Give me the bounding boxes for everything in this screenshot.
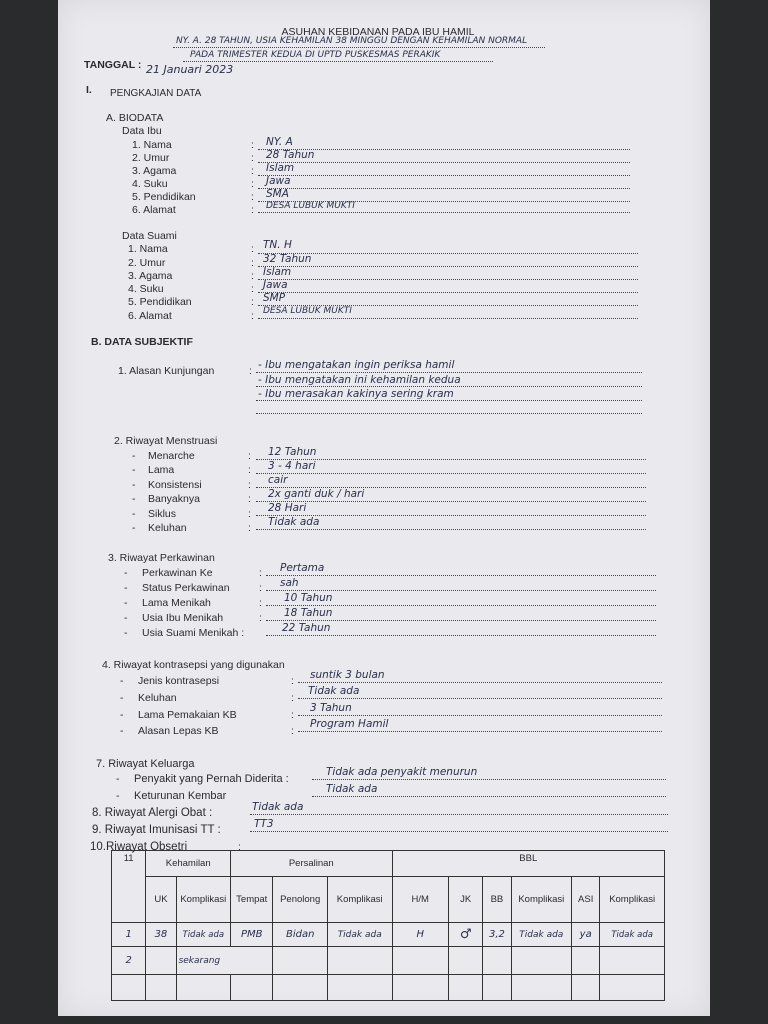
perkawinan-heading: 3. Riwayat Perkawinan (108, 552, 215, 564)
bullet: - (132, 522, 136, 534)
bullet: - (124, 582, 128, 594)
ibu-suku-value: Jawa (266, 175, 291, 187)
bullet: - (120, 725, 124, 737)
banyaknya-value: 2x ganti duk / hari (268, 488, 365, 500)
colon: : (259, 582, 262, 594)
doc-subtitle-1: NY. A. 28 TAHUN, USIA KEHAMILAN 38 MINGGU DENGAN KEHAMILAN NORMAL (176, 36, 528, 46)
header-komplikasi-persalinan: Komplikasi (327, 877, 392, 923)
table-cell (511, 947, 572, 975)
fill-line (258, 212, 630, 213)
lama-menikah-value: 10 Tahun (284, 592, 333, 604)
biodata-heading: A. BIODATA (106, 112, 164, 124)
fill-line (266, 620, 656, 621)
bullet: - (124, 567, 128, 579)
fill-line (298, 698, 662, 699)
table-cell (327, 947, 392, 975)
table-cell: Bidan (273, 923, 327, 947)
keluhan-value: Tidak ada (268, 516, 320, 528)
menarche-value: 12 Tahun (268, 446, 317, 458)
bullet: - (124, 612, 128, 624)
colon: : (251, 191, 254, 203)
bullet: - (132, 479, 136, 491)
subjektif-heading: B. DATA SUBJEKTIF (91, 336, 193, 348)
ibu-umur-label: 2. Umur (132, 152, 170, 164)
fill-line (298, 682, 662, 683)
fill-line (312, 779, 666, 780)
fill-line (312, 796, 666, 797)
kembar-label: Keturunan Kembar (134, 790, 227, 802)
perkawinan-ke-label: Perkawinan Ke (142, 567, 213, 579)
header-tempat: Tempat (231, 877, 273, 923)
tanggal-value: 21 Januari 2023 (146, 63, 234, 76)
obstetri-colon: : (238, 841, 241, 853)
suami-nama-label: 1. Nama (128, 243, 168, 255)
ibu-pendidikan-label: 5. Pendidikan (132, 191, 196, 203)
fill-line (250, 831, 668, 832)
fill-line (258, 266, 638, 267)
header-penolong: Penolong (273, 877, 327, 923)
table-cell (572, 947, 600, 975)
alasan-line-1: - Ibu mengatakan ingin periksa hamil (258, 359, 455, 371)
banyaknya-label: Banyaknya (148, 493, 200, 505)
keluarga-heading: 7. Riwayat Keluarga (96, 758, 195, 770)
fill-line (256, 413, 642, 414)
suami-pendidikan-value: SMP (263, 292, 286, 304)
colon: : (251, 270, 254, 282)
suami-alamat-label: 6. Alamat (128, 310, 172, 322)
colon: : (291, 709, 294, 721)
bbl-header: BBL (392, 851, 665, 877)
kembar-value: Tidak ada (326, 783, 378, 795)
colon: : (248, 450, 251, 462)
bullet: - (116, 773, 120, 785)
section-title: PENGKAJIAN DATA (110, 88, 202, 99)
fill-line (266, 605, 656, 606)
bullet: - (120, 709, 124, 721)
suami-alamat-value: DESA LUBUK MUKTI (263, 306, 352, 316)
suami-agama-value: Islam (263, 266, 292, 278)
colon: : (251, 257, 254, 269)
usia-ibu-menikah-value: 18 Tahun (284, 607, 333, 619)
alasan-lepas-value: Program Hamil (310, 718, 389, 730)
colon: : (248, 479, 251, 491)
table-cell: Tidak ada (327, 923, 392, 947)
usia-suami-menikah-value: 22 Tahun (282, 622, 331, 634)
lama-menikah-label: Lama Menikah (142, 597, 211, 609)
alergi-label: 8. Riwayat Alergi Obat : (92, 807, 213, 819)
table-cell (273, 947, 327, 975)
keluhan-kb-label: Keluhan (138, 692, 177, 704)
suami-suku-label: 4. Suku (128, 283, 164, 295)
jenis-kontrasepsi-value: suntik 3 bulan (310, 669, 385, 681)
bullet: - (124, 627, 128, 639)
alergi-value: Tidak ada (252, 801, 304, 813)
table-cell: Tidak ada (176, 923, 231, 947)
colon: : (291, 675, 294, 687)
data-suami-heading: Data Suami (122, 230, 177, 242)
fill-line (298, 731, 662, 732)
colon: : (251, 204, 254, 216)
usia-ibu-menikah-label: Usia Ibu Menikah (142, 612, 224, 624)
fill-line (258, 318, 638, 319)
jenis-kontrasepsi-label: Jenis kontrasepsi (138, 675, 220, 687)
colon: : (251, 139, 254, 151)
lama-value: 3 - 4 hari (268, 460, 316, 472)
header-jk: JK (449, 877, 483, 923)
fill-line (258, 188, 630, 189)
fill-line (256, 400, 642, 401)
fill-line (258, 292, 638, 293)
colon: : (248, 508, 251, 520)
fill-line (298, 715, 662, 716)
colon: : (251, 178, 254, 190)
bullet: - (132, 493, 136, 505)
ibu-nama-value: NY. A (266, 136, 293, 148)
suami-umur-value: 32 Tahun (263, 253, 312, 265)
table-row (112, 947, 665, 975)
fill-line (258, 253, 638, 254)
fill-line (256, 386, 642, 387)
table-cell: ya (572, 923, 600, 947)
table-row-empty (112, 975, 665, 1001)
colon: : (259, 612, 262, 624)
obstetri-label: 10.Riwayat Obsetri (90, 841, 188, 853)
table-cell: PMB (231, 923, 273, 947)
doc-subtitle-2: PADA TRIMESTER KEDUA DI UPTD PUSKESMAS PERAKIK (190, 50, 441, 60)
table-cell: Tidak ada (511, 923, 572, 947)
table-cell: 2 (112, 947, 146, 975)
colon: : (251, 310, 254, 322)
fill-line (258, 175, 630, 176)
suami-umur-label: 2. Umur (128, 257, 166, 269)
colon: : (291, 692, 294, 704)
fill-line (258, 162, 630, 163)
data-ibu-heading: Data Ibu (122, 125, 162, 137)
header-hm: H/M (392, 877, 449, 923)
fill-line (250, 814, 668, 815)
perkawinan-ke-value: Pertama (280, 562, 325, 574)
table-cell (600, 947, 665, 975)
suami-nama-value: TN. H (263, 239, 292, 251)
table-cell (392, 947, 449, 975)
bullet: - (124, 597, 128, 609)
ibu-agama-value: Islam (266, 162, 295, 174)
colon: : (251, 243, 254, 255)
penyakit-value: Tidak ada penyakit menurun (326, 766, 478, 778)
section-number: I. (86, 84, 92, 96)
tanggal-label: TANGGAL : (84, 59, 142, 71)
fill-line (256, 473, 646, 474)
konsistensi-label: Konsistensi (148, 479, 202, 491)
bullet: - (116, 790, 120, 802)
ibu-suku-label: 4. Suku (132, 178, 168, 190)
persalinan-header: Persalinan (231, 851, 392, 877)
table-cell: sekarang (176, 947, 273, 975)
menarche-label: Menarche (148, 450, 195, 462)
male-symbol-cell: ♂ (449, 923, 483, 947)
colon: : (249, 365, 252, 377)
fill-line (256, 529, 646, 530)
alasan-line-2: - Ibu mengatakan ini kehamilan kedua (258, 374, 461, 386)
subtitle-line-2 (183, 61, 493, 62)
ibu-alamat-label: 6. Alamat (132, 204, 176, 216)
colon: : (251, 152, 254, 164)
bullet: - (120, 692, 124, 704)
table-cell (483, 947, 511, 975)
colon: : (251, 296, 254, 308)
bullet: - (120, 675, 124, 687)
suami-pendidikan-label: 5. Pendidikan (128, 296, 192, 308)
ibu-pendidikan-value: SMA (266, 188, 289, 200)
suami-agama-label: 3. Agama (128, 270, 173, 282)
table-cell: 1 (112, 923, 146, 947)
bullet: - (132, 508, 136, 520)
table-cell (146, 947, 176, 975)
colon: : (259, 567, 262, 579)
fill-line (266, 590, 656, 591)
fill-line (266, 575, 656, 576)
penyakit-label: Penyakit yang Pernah Diderita : (134, 773, 289, 785)
fill-line (266, 635, 656, 636)
usia-suami-menikah-label: Usia Suami Menikah : (142, 627, 245, 639)
kehamilan-header: Kehamilan (146, 851, 231, 877)
header-komplikasi-bbl: Komplikasi (511, 877, 572, 923)
table-cell: 3,2 (483, 923, 511, 947)
lama-label: Lama (148, 464, 175, 476)
col-no-header: 11 (112, 851, 146, 923)
colon: : (291, 725, 294, 737)
bullet: - (132, 464, 136, 476)
table-row (112, 923, 665, 947)
document-page (58, 0, 710, 1016)
colon: : (259, 597, 262, 609)
imunisasi-label: 9. Riwayat Imunisasi TT : (92, 824, 221, 836)
header-bb: BB (483, 877, 511, 923)
colon: : (251, 165, 254, 177)
keluhan-label: Keluhan (148, 522, 187, 534)
header-asi: ASI (572, 877, 600, 923)
menstruasi-heading: 2. Riwayat Menstruasi (114, 435, 218, 447)
colon: : (251, 283, 254, 295)
subtitle-line-1 (173, 47, 545, 48)
alasan-label: 1. Alasan Kunjungan (118, 365, 215, 377)
lama-pemakaian-label: Lama Pemakaian KB (138, 709, 237, 721)
header-uk: UK (146, 877, 176, 923)
table-cell: 38 (146, 923, 176, 947)
header-komplikasi-kehamilan: Komplikasi (176, 877, 231, 923)
fill-line (256, 372, 642, 373)
table-cell (449, 947, 483, 975)
obstetri-table (111, 850, 665, 1001)
konsistensi-value: cair (268, 474, 288, 486)
alasan-line-3: - Ibu merasakan kakinya sering kram (258, 388, 454, 400)
ibu-umur-value: 28 Tahun (266, 149, 315, 161)
ibu-nama-label: 1. Nama (132, 139, 172, 151)
doc-title: ASUHAN KEBIDANAN PADA IBU HAMIL (281, 26, 475, 38)
table-cell: Tidak ada (600, 923, 665, 947)
keluhan-kb-value: Tidak ada (308, 685, 360, 697)
bullet: - (132, 450, 136, 462)
colon: : (248, 522, 251, 534)
suami-suku-value: Jawa (263, 279, 288, 291)
fill-line (256, 501, 646, 502)
colon: : (248, 493, 251, 505)
ibu-alamat-value: DESA LUBUK MUKTI (266, 201, 355, 211)
ibu-agama-label: 3. Agama (132, 165, 177, 177)
siklus-label: Siklus (148, 508, 177, 520)
lama-pemakaian-value: 3 Tahun (310, 702, 352, 714)
status-perkawinan-label: Status Perkawinan (142, 582, 230, 594)
siklus-value: 28 Hari (268, 502, 307, 514)
status-perkawinan-value: sah (280, 577, 299, 589)
kontrasepsi-heading: 4. Riwayat kontrasepsi yang digunakan (102, 659, 285, 671)
fill-line (258, 279, 638, 280)
header-komplikasi-asi: Komplikasi (600, 877, 665, 923)
colon: : (248, 464, 251, 476)
alasan-lepas-label: Alasan Lepas KB (138, 725, 219, 737)
imunisasi-value: TT3 (254, 818, 274, 830)
table-cell: H (392, 923, 449, 947)
